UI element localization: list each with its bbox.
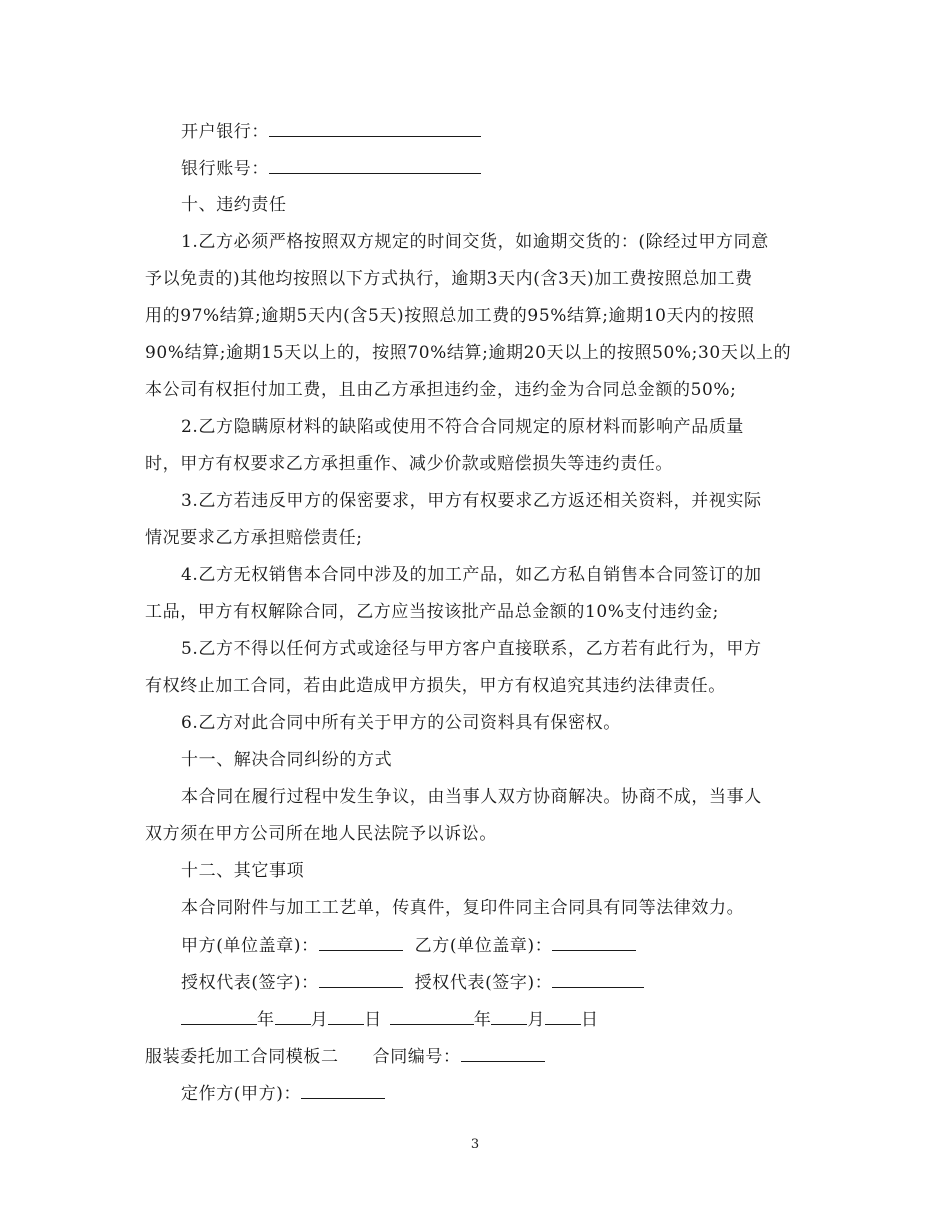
paragraph-line: 6.乙方对此合同中所有关于甲方的公司资料具有保密权。 [181, 713, 621, 733]
paragraph-line: 情况要求乙方承担赔偿责任; [145, 528, 363, 548]
seal-line [181, 933, 636, 958]
year-label: 年 [473, 1010, 492, 1030]
paragraph-line: 本合同附件与加工工艺单，传真件，复印件同主合同具有同等法律效力。 [181, 898, 745, 918]
year-blank [390, 1007, 474, 1025]
paragraph-line: 双方须在甲方公司所在地人民法院予以诉讼。 [145, 824, 497, 844]
day-blank [328, 1007, 364, 1025]
page-number: 3 [470, 1137, 480, 1152]
representative-line [181, 970, 644, 995]
ordering-party-blank [301, 1081, 385, 1099]
rep-a-label: 授权代表(签字)： [181, 973, 319, 993]
bank-line [181, 119, 481, 144]
paragraph-line: 3.乙方若违反甲方的保密要求，甲方有权要求乙方返还相关资料，并视实际 [181, 491, 762, 511]
ordering-party-line [181, 1081, 385, 1106]
section-heading: 十、违约责任 [181, 195, 287, 215]
month-label: 月 [527, 1010, 546, 1030]
paragraph-line: 1.乙方必须严格按照双方规定的时间交货，如逾期交货的：(除经过甲方同意 [181, 232, 769, 252]
paragraph-line: 本合同在履行过程中发生争议，由当事人双方协商解决。协商不成，当事人 [181, 787, 762, 807]
contract-no-blank [461, 1044, 545, 1062]
rep-b-blank [552, 970, 644, 988]
month-blank [491, 1007, 527, 1025]
paragraph-line: 有权终止加工合同，若由此造成甲方损失，甲方有权追究其违约法律责任。 [145, 676, 726, 696]
account-blank [269, 156, 481, 174]
year-label: 年 [257, 1010, 275, 1030]
day-blank [545, 1007, 581, 1025]
paragraph-line: 本公司有权拒付加工费，且由乙方承担违约金，违约金为合同总金额的50%; [145, 380, 737, 400]
day-label: 日 [364, 1010, 382, 1030]
party-a-seal-label: 甲方(单位盖章)： [181, 936, 319, 956]
section-heading: 十一、解决合同纠纷的方式 [181, 750, 393, 770]
paragraph-line: 工品，甲方有权解除合同，乙方应当按该批产品总金额的10%支付违约金; [145, 602, 719, 622]
paragraph-line: 2.乙方隐瞒原材料的缺陷或使用不符合合同规定的原材料而影响产品质量 [181, 417, 745, 437]
party-b-seal-blank [552, 933, 636, 951]
paragraph-line: 时，甲方有权要求乙方承担重作、减少价款或赔偿损失等违约责任。 [145, 454, 673, 474]
month-blank [275, 1007, 311, 1025]
section-heading: 十二、其它事项 [181, 861, 305, 881]
year-blank [181, 1007, 257, 1025]
contract-no-label: 合同编号： [372, 1047, 461, 1067]
paragraph-line: 予以免责的)其他均按照以下方式执行，逾期3天内(含3天)加工费按照总加工费 [145, 269, 753, 289]
day-label: 日 [581, 1010, 599, 1030]
template-title: 服装委托加工合同模板二 [145, 1047, 339, 1067]
rep-b-label: 授权代表(签字)： [414, 973, 553, 993]
paragraph-line: 90%结算;逾期15天以上的，按照70%结算;逾期20天以上的按照50%;30天以上的 [145, 343, 792, 363]
rep-a-blank [319, 970, 403, 988]
bank-label: 开户银行： [181, 122, 269, 142]
date-line [181, 1007, 599, 1032]
account-label: 银行账号： [181, 159, 269, 179]
template-title-line [145, 1044, 545, 1069]
paragraph-line: 5.乙方不得以任何方式或途径与甲方客户直接联系，乙方若有此行为，甲方 [181, 639, 762, 659]
paragraph-line: 用的97%结算;逾期5天内(含5天)按照总加工费的95%结算;逾期10天内的按照 [145, 306, 755, 326]
account-line [181, 156, 481, 181]
party-a-seal-blank [319, 933, 403, 951]
party-b-seal-label: 乙方(单位盖章)： [414, 936, 553, 956]
month-label: 月 [310, 1010, 329, 1030]
paragraph-line: 4.乙方无权销售本合同中涉及的加工产品，如乙方私自销售本合同签订的加 [181, 565, 762, 585]
bank-blank [269, 119, 481, 137]
ordering-party-label: 定作方(甲方)： [181, 1084, 302, 1104]
